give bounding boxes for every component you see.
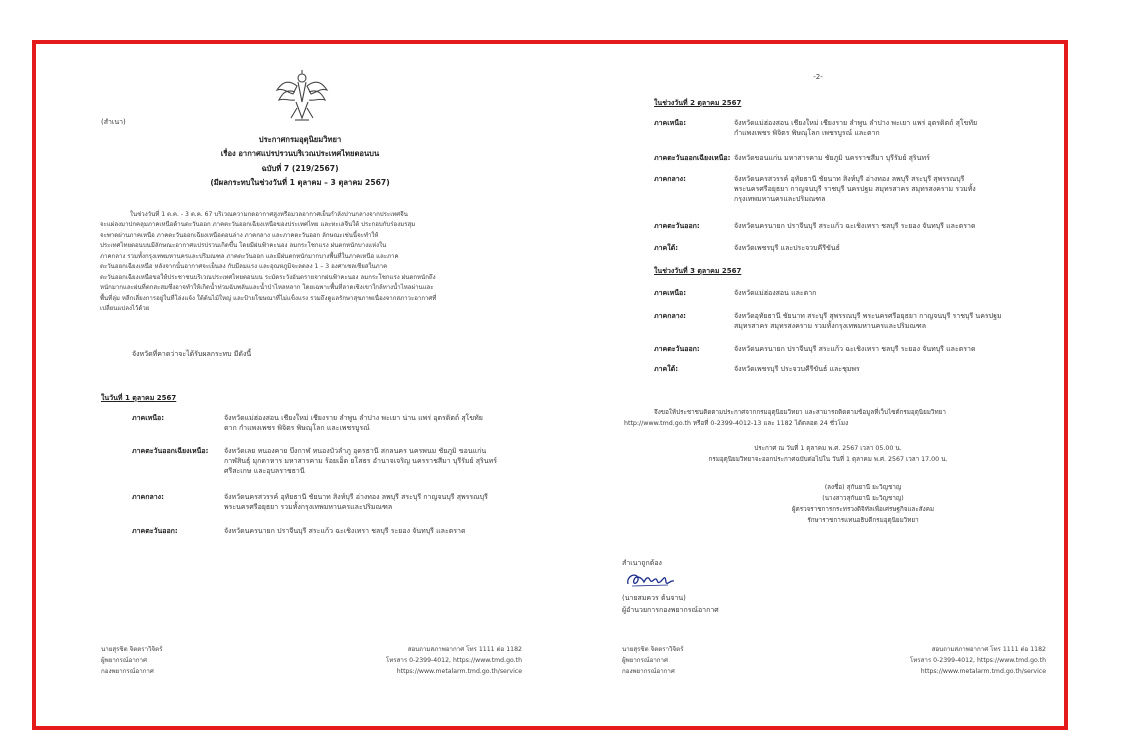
region-label: ภาคกลาง: xyxy=(654,175,686,183)
region-row xyxy=(132,413,522,433)
body-line: หนักมากและฝนที่ตกสะสมซึ่งอาจทำให้เกิดน้ำท่วมฉับพลันและน้ำป่าไหลหลาก โดยเฉพาะพื้นที่ลาดเชิงเขาใกล้ทางน้ำไหลผ่านและ xyxy=(100,284,434,292)
region-label: ภาคตะวันออก: xyxy=(654,345,700,353)
certifier-block xyxy=(622,592,719,617)
footer-contact-right xyxy=(386,645,522,678)
copy-label: (สำเนา) xyxy=(101,118,126,126)
body-line: จะพาดผ่านภาคเหนือ ภาคตะวันออกเฉียงเหนือตอนล่าง ภาคกลาง และภาคตะวันออก ลักษณะเช่นนี้จะทำให้ xyxy=(100,231,379,239)
province-line: กรุงเทพมหานครและปริมณฑล xyxy=(734,195,826,204)
province-line: จังหวัดขอนแก่น มหาสารคาม ชัยภูมิ นครราชสีมา บุรีรัมย์ สุรินทร์ xyxy=(734,154,930,162)
page-number: -2- xyxy=(813,73,823,81)
region-row xyxy=(654,118,1054,138)
province-line: จังหวัดนครสวรรค์ อุทัยธานี ชัยนาท สิงห์บุรี อ่างทอง ลพบุรี สระบุรี กาญจนบุรี สุพรรณบุรี xyxy=(224,493,488,501)
region-label: ภาคกลาง: xyxy=(654,312,686,320)
region-provinces xyxy=(224,413,522,433)
day2-heading: ในช่วงวันที่ 2 ตุลาคม 2567 xyxy=(654,99,742,107)
region-provinces xyxy=(734,118,1054,138)
signature-line: รักษาราชการแทนอธิบดีกรมอุตุนิยมวิทยา xyxy=(807,517,919,525)
footer-line: กองพยากรณ์อากาศ xyxy=(101,667,154,675)
footer-line: https://www.metalarm.tmd.go.th/service xyxy=(396,667,522,675)
footer-line: นายสุรชิต จิตตราวิจิตร์ xyxy=(101,646,163,653)
region-row xyxy=(654,221,1054,231)
province-line: จังหวัดอุทัยธานี ชัยนาท สระบุรี สุพรรณบุรี พระนครศรีอยุธยา กาญจนบุรี ราชบุรี นครปฐม xyxy=(734,312,1002,320)
province-line: จังหวัดแม่ฮ่องสอน เชียงใหม่ เชียงราย ลำพูน ลำปาง พะเยา แพร่ อุตรดิตถ์ สุโขทัย xyxy=(734,119,978,127)
garuda-emblem-icon xyxy=(275,68,329,124)
footer-line: สอบถามสภาพอากาศ โทร 1111 ต่อ 1182 xyxy=(931,646,1046,653)
title-line: เรื่อง อากาศแปรปรวนบริเวณประเทศไทยตอนบน xyxy=(220,149,380,159)
region-label: ภาคตะวันออก: xyxy=(132,527,178,535)
region-label: ภาคเหนือ: xyxy=(654,119,687,127)
province-line: จังหวัดแม่ฮ่องสอน และตาก xyxy=(734,289,817,297)
footer-contact-right xyxy=(910,645,1046,678)
province-line: จังหวัดแม่ฮ่องสอน เชียงใหม่ เชียงราย ลำพูน ลำปาง พะเยา น่าน แพร่ อุตรดิตถ์ สุโขทัย xyxy=(224,414,483,422)
footer-contact-left xyxy=(622,645,684,678)
follow-notice xyxy=(624,407,1056,429)
body-line: ภาคกลาง รวมทั้งกรุงเทพมหานครและปริมณฑล ภาคตะวันออก และมีฝนตกหนักมากบางพื้นที่ในภาคเหนือ และภาค xyxy=(100,252,399,260)
footer-line: https://www.metalarm.tmd.go.th/service xyxy=(920,667,1046,675)
region-provinces xyxy=(224,526,522,536)
footer-contact-left xyxy=(101,645,163,678)
province-line: จังหวัดเพชรบุรี และประจวบคีรีขันธ์ xyxy=(734,244,840,252)
footer-line: สอบถามสภาพอากาศ โทร 1111 ต่อ 1182 xyxy=(407,646,522,653)
region-provinces xyxy=(734,153,1054,163)
title-line: ประกาศกรมอุตุนิยมวิทยา xyxy=(258,135,342,144)
day1-heading: ในวันที่ 1 ตุลาคม 2567 xyxy=(101,394,177,402)
region-row xyxy=(654,174,1054,204)
document-page-1 xyxy=(70,66,525,696)
region-label: ภาคตะวันออก: xyxy=(654,222,700,230)
region-row xyxy=(654,153,1054,163)
announce-line: กรมอุตุนิยมวิทยาจะออกประกาศฉบับต่อไปใน วันที่ 1 ตุลาคม พ.ศ. 2567 เวลา 17.00 น. xyxy=(708,456,948,464)
signature-line: (นางสาวสุกันยานี ยะวิญชาญ) xyxy=(822,495,904,503)
region-provinces xyxy=(734,344,1054,354)
notice-line: จึงขอให้ประชาชนติดตามประกาศจากกรมอุตุนิยมวิทยา และสามารถติดตามข้อมูลที่เว็บไซต์กรมอุตุนิยมวิทยา xyxy=(654,409,946,416)
region-row xyxy=(654,288,1054,298)
region-row xyxy=(654,243,1054,253)
signature-block xyxy=(753,482,973,526)
announcement-title xyxy=(110,133,490,191)
province-line: สมุทรสาคร สมุทรสงคราม รวมทั้งกรุงเทพมหานครและปริมณฑล xyxy=(734,322,927,331)
announce-line: ประกาศ ณ วันที่ 1 ตุลาคม พ.ศ. 2567 เวลา 05.00 น. xyxy=(754,445,902,452)
region-row xyxy=(132,526,522,536)
announcement-body xyxy=(100,210,525,315)
province-line: จังหวัดนครนายก ปราจีนบุรี สระแก้ว ฉะเชิงเทรา ชลบุรี ระยอง จันทบุรี และตราด xyxy=(734,222,976,230)
region-provinces xyxy=(734,288,1054,298)
certifier-line: (นายสมควร ต้นจาน) xyxy=(622,594,686,602)
body-line: จะแผ่ลงมาปกคลุมภาคเหนือด้านตะวันออก ภาคตะวันออกเฉียงเหนือของประเทศไทย และทะเลจีนใต้ ประกอบกับร่องมรสุม xyxy=(100,221,416,229)
region-row xyxy=(132,492,522,512)
affected-provinces-intro: จังหวัดที่คาดว่าจะได้รับผลกระทบ มีดังนี้ xyxy=(132,350,252,358)
footer-line: กองพยากรณ์อากาศ xyxy=(622,667,675,675)
signature-line: (ลงชื่อ) สุกันยานี ยะวิญชาญ xyxy=(824,484,902,491)
footer-line: ผู้พยากรณ์อากาศ xyxy=(101,656,147,664)
notice-line: http://www.tmd.go.th หรือที่ 0-2399-4012-13 และ 1182 ได้ตลอด 24 ชั่วโมง xyxy=(624,420,849,428)
region-provinces xyxy=(224,446,522,476)
province-line: พระนครศรีอยุธยา รวมทั้งกรุงเทพมหานครและปริมณฑล xyxy=(224,503,393,512)
region-label: ภาคเหนือ: xyxy=(654,289,687,297)
body-line: ประเทศไทยตอนบนมีลักษณะอากาศแปรปรวนเกิดขึ้น โดยมีฝนฟ้าคะนอง ลมกระโชกแรง ฝนตกหนักบางแห่งใน xyxy=(100,242,387,250)
region-provinces xyxy=(224,492,522,512)
body-line: ตะวันออกเฉียงเหนือขอให้ประชาชนบริเวณประเทศไทยตอนบน ระมัดระวังอันตรายจากฝนฟ้าคะนอง ลมกระโชกแรง ฝนตกหนักถึง xyxy=(100,273,436,281)
footer-line: โทรสาร 0-2399-4012, https://www.tmd.go.th xyxy=(385,656,522,664)
region-provinces xyxy=(734,364,1054,374)
region-row xyxy=(654,344,1054,354)
certifier-line: ผู้อำนวยการกองพยากรณ์อากาศ xyxy=(622,606,719,615)
region-provinces xyxy=(734,221,1054,231)
province-line: พระนครศรีอยุธยา กาญจนบุรี ราชบุรี นครปฐม สมุทรสาคร สมุทรสงคราม รวมทั้ง xyxy=(734,185,976,194)
province-line: ตาก กำแพงเพชร พิจิตร พิษณุโลก และเพชรบูรณ์ xyxy=(224,424,370,433)
document-page-2 xyxy=(618,66,1058,696)
handwritten-signature-icon xyxy=(624,570,680,590)
region-provinces xyxy=(734,311,1054,331)
region-label: ภาคกลาง: xyxy=(132,493,164,501)
province-line: ศรีสะเกษ และอุบลราชธานี xyxy=(224,467,305,476)
region-label: ภาคใต้: xyxy=(654,244,678,252)
region-label: ภาคเหนือ: xyxy=(132,414,165,422)
certified-copy-label: สำเนาถูกต้อง xyxy=(622,559,662,567)
footer-line: ผู้พยากรณ์อากาศ xyxy=(622,656,668,664)
province-line: จังหวัดนครสวรรค์ อุทัยธานี ชัยนาท สิงห์บุรี อ่างทอง ลพบุรี สระบุรี สุพรรณบุรี xyxy=(734,175,965,183)
province-line: จังหวัดนครนายก ปราจีนบุรี สระแก้ว ฉะเชิงเทรา ชลบุรี ระยอง จันทบุรี และตราด xyxy=(734,345,976,353)
body-line: ตะวันออกเฉียงเหนือ หลังจากนั้นอากาศจะเย็นลง กับมีลมแรง และอุณหภูมิจะลดลง 1 – 3 องศาเซลเซียสในภาค xyxy=(100,263,388,271)
region-row xyxy=(654,364,1054,374)
province-line: จังหวัดนครนายก ปราจีนบุรี สระแก้ว ฉะเชิงเทรา ชลบุรี ระยอง จันทบุรี และตราด xyxy=(224,527,466,535)
body-line: เปลี่ยนแปลงไว้ด้วย xyxy=(100,305,150,313)
footer-line: โทรสาร 0-2399-4012, https://www.tmd.go.th xyxy=(909,656,1046,664)
body-line: พื้นที่ลุ่ม หลีกเลี่ยงการอยู่ในที่โล่งแจ้ง ใต้ต้นไม้ใหญ่ และป้ายโฆษณาที่ไม่แข็งแรง รวมถึงดูแลรักษาสุขภาพเนื่องจากสภาวะอากาศที่ xyxy=(100,294,437,302)
region-label: ภาคตะวันออกเฉียงเหนือ: xyxy=(132,447,209,455)
title-line: (มีผลกระทบในช่วงวันที่ 1 ตุลาคม – 3 ตุลาคม 2567) xyxy=(210,178,390,188)
region-label: ภาคตะวันออกเฉียงเหนือ: xyxy=(654,154,731,162)
region-row xyxy=(654,311,1054,331)
region-provinces xyxy=(734,243,1054,253)
announcement-date xyxy=(678,443,978,465)
body-line: ในช่วงวันที่ 1 ต.ค. - 3 ต.ค. 67 บริเวณความกดอากาศสูงหรือมวลอากาศเย็นกำลังปานกลางจากประเทศจีน xyxy=(130,211,408,218)
region-row xyxy=(132,446,522,476)
region-provinces xyxy=(734,174,1054,204)
province-line: กาฬสินธุ์ มุกดาหาร มหาสารคาม ร้อยเอ็ด ยโสธร อำนาจเจริญ นครราชสีมา บุรีรัมย์ สุรินทร์ xyxy=(224,457,497,466)
signature-line: ผู้ตรวจราชการกระทรวงดิจิทัลเพื่อเศรษฐกิจและสังคม xyxy=(791,506,935,514)
province-line: จังหวัดเลย หนองคาย บึงกาฬ หนองบัวลำภู อุดรธานี สกลนคร นครพนม ชัยภูมิ ขอนแก่น xyxy=(224,447,487,455)
title-line: ฉบับที่ 7 (219/2567) xyxy=(261,163,339,173)
footer-line: นายสุรชิต จิตตราวิจิตร์ xyxy=(622,646,684,653)
province-line: กำแพงเพชร พิจิตร พิษณุโลก เพชรบูรณ์ และตาก xyxy=(734,129,880,138)
region-label: ภาคใต้: xyxy=(654,365,678,373)
day3-heading: ในช่วงวันที่ 3 ตุลาคม 2567 xyxy=(654,267,742,275)
province-line: จังหวัดเพชรบุรี ประจวบคีรีขันธ์ และชุมพร xyxy=(734,365,860,373)
